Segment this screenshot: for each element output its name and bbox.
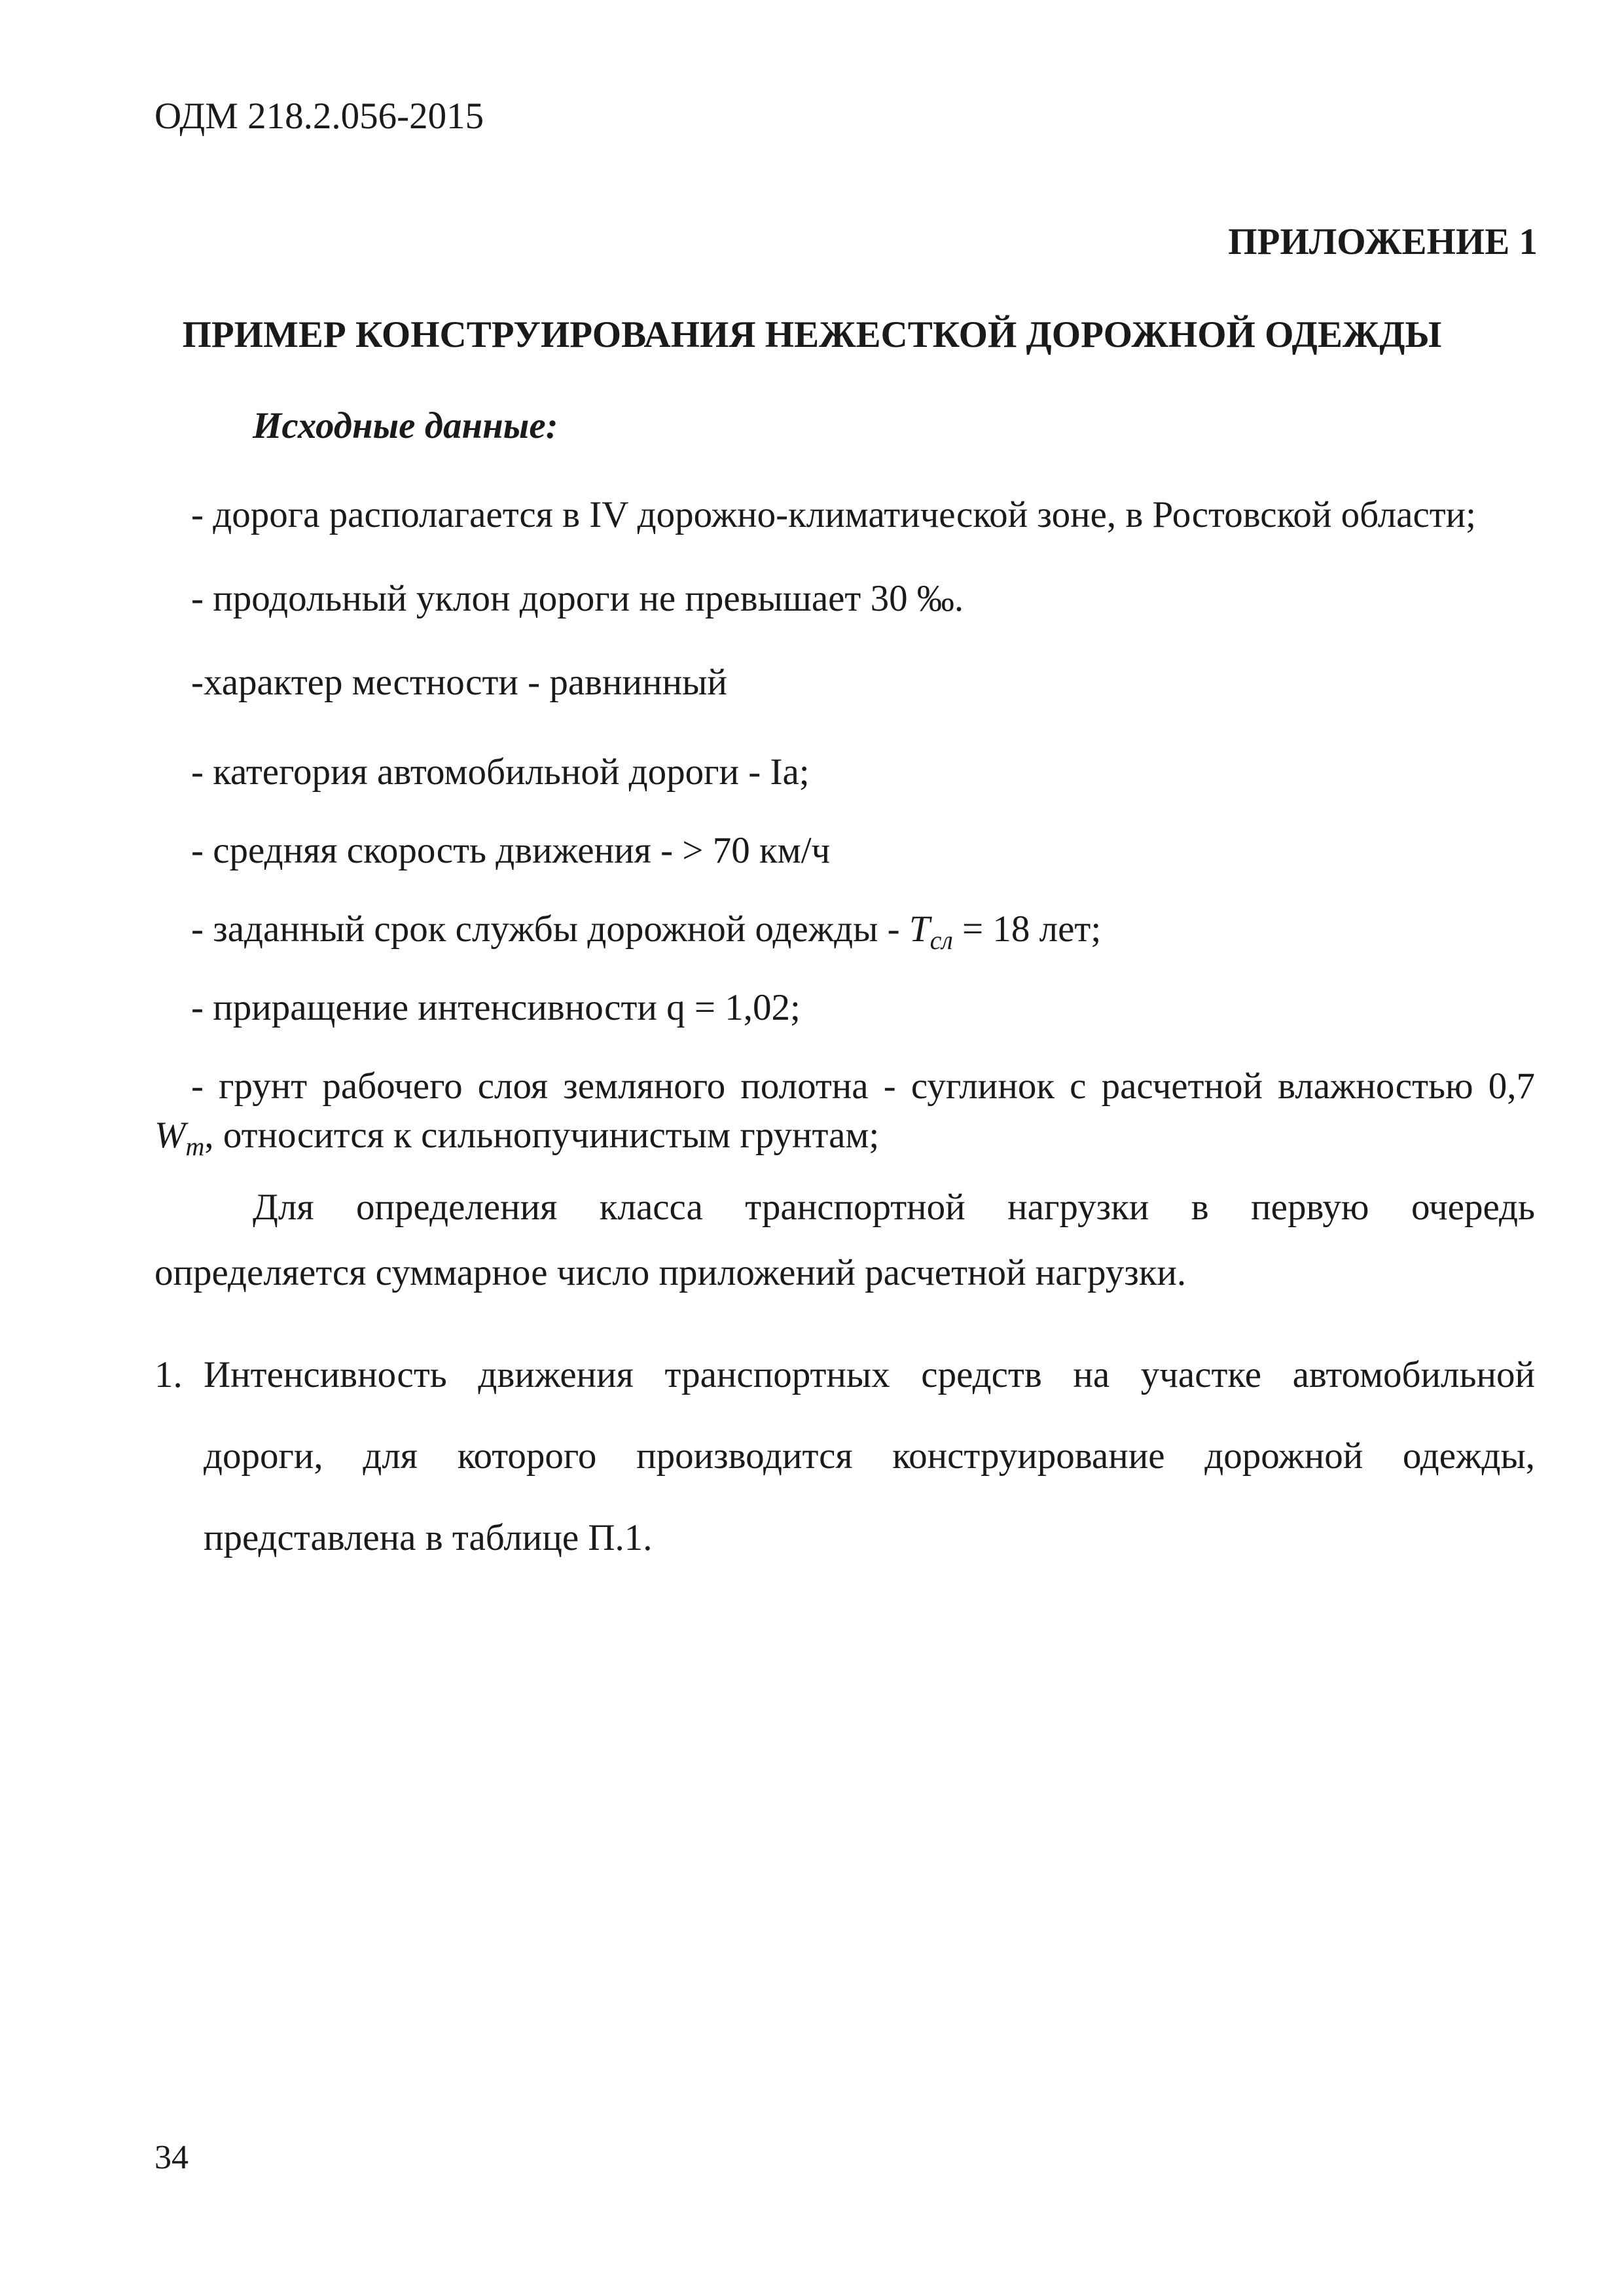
- list-item-speed: - средняя скорость движения - > 70 км/ч: [191, 830, 831, 871]
- service-life-symbol: T: [909, 908, 930, 950]
- list-item-growth: - приращение интенсивности q = 1,02;: [191, 987, 801, 1028]
- page-number: 34: [154, 2139, 189, 2176]
- list-item-service-life: [191, 906, 1101, 963]
- initial-data-heading: Исходные данные:: [253, 405, 558, 446]
- paragraph-line-1: Для определения класса транспортной нагрузки в первую очередь: [253, 1187, 1535, 1228]
- service-life-subscript: сл: [929, 925, 953, 955]
- soil-moisture-symbol: W: [154, 1115, 186, 1156]
- list-item-soil-line-1: - грунт рабочего слоя земляного полотна - суглинок с расчетной влажностью 0,7: [191, 1066, 1535, 1107]
- list-item-road-category: - категория автомобильной дороги - Ia;: [191, 751, 810, 793]
- service-life-value: = 18 лет;: [952, 908, 1102, 950]
- soil-line-2-text: , относится к сильнопучинистым грунтам;: [204, 1115, 880, 1156]
- page-title: ПРИМЕР КОНСТРУИРОВАНИЯ НЕЖЕСТКОЙ ДОРОЖНОЙ ОДЕЖДЫ: [182, 314, 1442, 355]
- service-life-text: - заданный срок службы дорожной одежды -: [191, 908, 909, 950]
- list-item-slope: - продольный уклон дороги не превышает 30 ‰.: [191, 578, 964, 619]
- numbered-item-line-2: дороги, для которого производится конструирование дорожной одежды,: [204, 1435, 1535, 1477]
- list-item-terrain: -характер местности - равнинный: [191, 662, 727, 703]
- numbered-item-marker: 1.: [154, 1354, 183, 1395]
- list-item-climate-zone: - дорога располагается в IV дорожно-климатической зоне, в Ростовской области;: [191, 494, 1476, 535]
- appendix-label: ПРИЛОЖЕНИЕ 1: [1228, 221, 1538, 262]
- document-code: ОДМ 218.2.056-2015: [154, 96, 484, 137]
- numbered-item-line-1: Интенсивность движения транспортных средств на участке автомобильной: [204, 1354, 1535, 1395]
- list-item-soil-line-2: [154, 1113, 879, 1170]
- numbered-item-line-3: представлена в таблице П.1.: [204, 1517, 653, 1558]
- soil-moisture-subscript: m: [185, 1132, 205, 1161]
- paragraph-line-2: определяется суммарное число приложений расчетной нагрузки.: [154, 1252, 1187, 1293]
